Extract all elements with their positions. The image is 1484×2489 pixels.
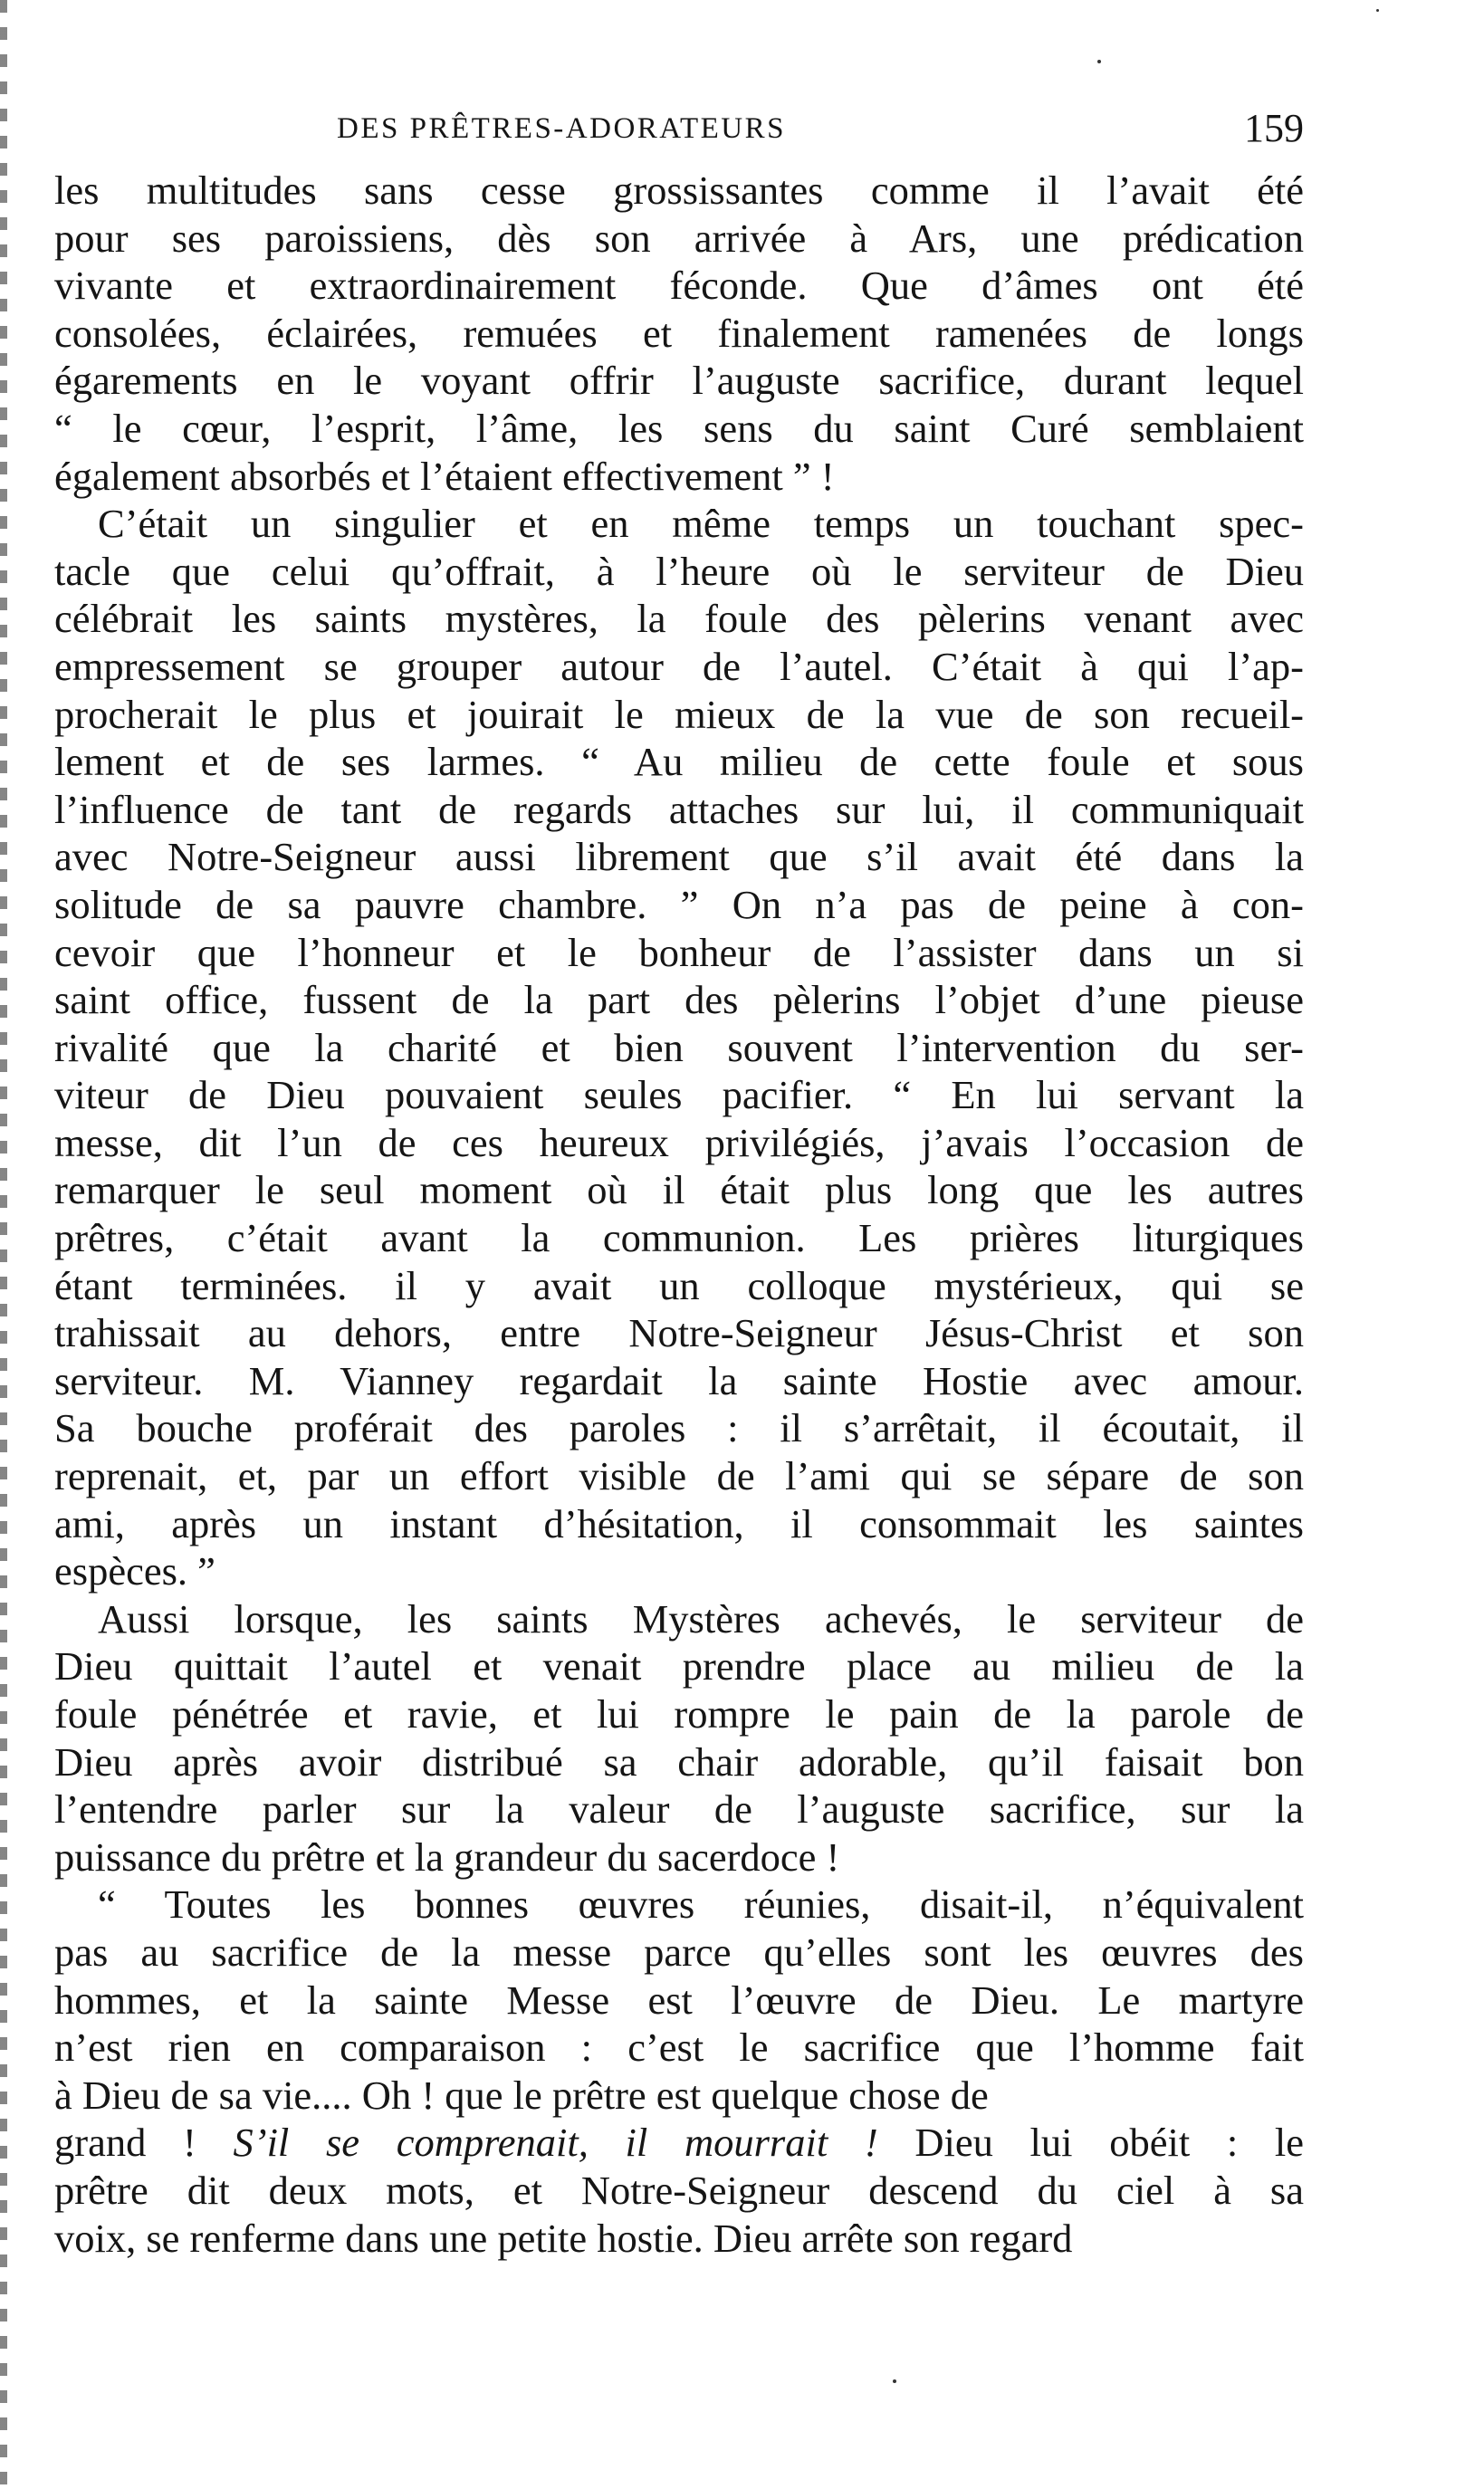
text-line: vivante et extraordinairement féconde. Que d’âmes ont été [54,263,1304,309]
paragraph [54,167,1304,500]
text-line: pour ses paroissiens, dès son arrivée à Ars, une prédication [54,215,1304,261]
text-line: reprenait, et, par un effort visible de l’ami qui se sépare de son [54,1453,1304,1499]
text-line: rivalité que la charité et bien souvent l’intervention du ser- [54,1024,1304,1070]
paragraph [54,1881,1304,2119]
text-line: viteur de Dieu pouvaient seules pacifier. “ En lui servant la [54,1072,1304,1118]
text-line: empressement se grouper autour de l’autel. C’était à qui l’ap- [54,643,1304,689]
text-line: serviteur. M. Vianney regardait la sainte Hostie avec amour. [54,1357,1304,1403]
text-line: les multitudes sans cesse grossissantes comme il l’avait été [54,168,1304,213]
text-line: C’était un singulier et en même temps un touchant spec- [98,501,1304,547]
text-line: tacle que celui qu’offrait, à l’heure où le serviteur de Dieu [54,548,1304,594]
paragraph [54,2119,1304,2262]
running-title: DES PRÊTRES-ADORATEURS [337,112,786,145]
text-line: l’entendre parler sur la valeur de l’auguste sacrifice, sur la [54,1786,1304,1833]
text-line: trahissait au dehors, entre Notre-Seigneur Jésus-Christ et son [54,1310,1304,1356]
text-line: prêtres, c’était avant la communion. Les prières liturgiques [54,1215,1304,1261]
text-line: voix, se renferme dans une petite hostie. Dieu arrête son regard [54,2215,1073,2261]
text-line: Sa bouche proférait des paroles : il s’arrêtait, il écoutait, il [54,1405,1304,1451]
paragraph [54,500,1304,1595]
text-line: l’influence de tant de regards attaches sur lui, il communiquait [54,786,1304,832]
text-line: consolées, éclairées, remuées et finalement ramenées de longs [54,310,1304,356]
text-line: égarements en le voyant offrir l’auguste sacrifice, durant lequel [54,358,1304,404]
text-line: saint office, fussent de la part des pèlerins l’objet d’une pieuse [54,977,1304,1023]
text-line: avec Notre-Seigneur aussi librement que s’il avait été dans la [54,834,1304,880]
text-line: cevoir que l’honneur et le bonheur de l’assister dans un si [54,929,1304,975]
text-line: à Dieu de sa vie.... Oh ! que le prêtre est quelque chose de [54,2072,989,2118]
text-line: espèces. ” [54,1548,215,1594]
print-speck [1376,9,1379,12]
text-line: également absorbés et l’étaient effectivement ” ! [54,453,835,499]
text-line: messe, dit l’un de ces heureux privilégiés, j’avais l’occasion de [54,1119,1304,1165]
italic-quote: S’il se comprenait, il mourrait ! [233,2120,878,2166]
text-line: “ Toutes les bonnes œuvres réunies, disait-il, n’équivalent [98,1881,1304,1928]
text-line: Dieu quittait l’autel et venait prendre place au milieu de la [54,1643,1304,1690]
text-line: procherait le plus et jouirait le mieux de la vue de son recueil- [54,691,1304,737]
paragraph [54,1595,1304,1881]
text-line: hommes, et la sainte Messe est l’œuvre de Dieu. Le martyre [54,1977,1304,2023]
text-line: célébrait les saints mystères, la foule des pèlerins venant avec [54,596,1304,642]
text-line: n’est rien en comparaison : c’est le sacrifice que l’homme fait [54,2025,1304,2071]
text-line: étant terminées. il y avait un colloque mystérieux, qui se [54,1262,1304,1308]
text-line: prêtre dit deux mots, et Notre-Seigneur descend du ciel à sa [54,2167,1304,2213]
text-line: Dieu après avoir distribué sa chair adorable, qu’il faisait bon [54,1738,1304,1785]
binding-edge [0,0,7,2489]
text-line: foule pénétrée et ravie, et lui rompre le pain de la parole de [54,1691,1304,1737]
running-head [54,101,1304,156]
print-speck [1097,60,1101,63]
page-number: 159 [1244,106,1304,150]
text-line: Aussi lorsque, les saints Mystères achevés, le serviteur de [98,1595,1304,1642]
text-line: lement et de ses larmes. “ Au milieu de cette foule et sous [54,739,1304,785]
text-line: ami, après un instant d’hésitation, il consommait les saintes [54,1500,1304,1546]
text-line: grand ! S’il se comprenait, il mourrait ! Dieu lui obéit : le [54,2120,1305,2166]
text-line: “ le cœur, l’esprit, l’âme, les sens du saint Curé semblaient [54,405,1304,451]
text-line: remarquer le seul moment où il était plus long que les autres [54,1167,1304,1213]
text-line: pas au sacrifice de la messe parce qu’elles sont les œuvres des [54,1929,1304,1975]
print-speck [893,2379,896,2383]
text-line: puissance du prêtre et la grandeur du sacerdoce ! [54,1833,840,1880]
text-line: solitude de sa pauvre chambre. ” On n’a pas de peine à con- [54,881,1304,927]
body-text [54,167,1304,2262]
